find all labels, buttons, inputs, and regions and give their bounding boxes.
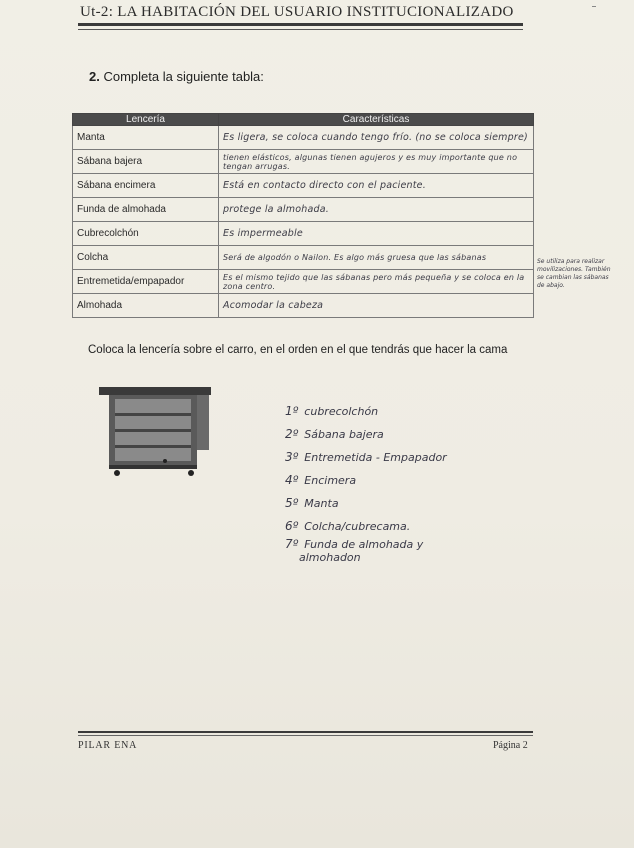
answer-cell: protege la almohada. [219, 198, 534, 222]
order-text: Manta [304, 497, 339, 510]
order-number: 7º [285, 537, 299, 551]
order-item [285, 492, 515, 515]
exercise-number: 2. [89, 69, 100, 84]
order-number: 6º [285, 519, 299, 533]
order-number: 2º [285, 427, 299, 441]
staple-mark [592, 6, 596, 7]
order-item [285, 446, 515, 469]
answer-cell: Acomodar la cabeza [219, 294, 534, 318]
order-text: Encimera [304, 474, 357, 487]
order-item [285, 469, 515, 492]
order-number: 3º [285, 450, 299, 464]
header-rule-thin [78, 29, 523, 30]
table-row [73, 246, 534, 270]
order-number: 5º [285, 496, 299, 510]
order-item [285, 400, 515, 423]
order-number: 4º [285, 473, 299, 487]
order-item [285, 515, 515, 538]
answer-cell: Es impermeable [219, 222, 534, 246]
table-row [73, 198, 534, 222]
answer-cell: Está en contacto directo con el paciente. [219, 174, 534, 198]
answer-cell: Es ligera, se coloca cuando tengo frío. (no se coloca siempre) [219, 126, 534, 150]
instruction-text: Coloca la lencería sobre el carro, en el orden en el que tendrás que hacer la cama [88, 344, 508, 356]
item-cell: Colcha [73, 246, 219, 270]
item-cell: Sábana bajera [73, 150, 219, 174]
table-row [73, 126, 534, 150]
linen-table [72, 113, 534, 318]
linen-cart-image [95, 383, 215, 478]
item-cell: Cubrecolchón [73, 222, 219, 246]
cart-icon [95, 383, 215, 478]
table-row [73, 294, 534, 318]
table-row [73, 174, 534, 198]
item-cell: Sábana encimera [73, 174, 219, 198]
table-row [73, 270, 534, 294]
order-text: Sábana bajera [304, 428, 384, 441]
header-rule [78, 23, 523, 26]
table-header-row [73, 114, 534, 126]
header-item: Lencería [73, 114, 219, 126]
order-number: 1º [285, 404, 299, 418]
order-text: Entremetida - Empapador [304, 451, 447, 464]
header-feature: Características [219, 114, 534, 126]
exercise-heading [89, 69, 264, 84]
item-cell: Funda de almohada [73, 198, 219, 222]
answer-cell: tienen elásticos, algunas tienen agujeros y es muy importante que no tengan arrugas. [219, 150, 534, 174]
answer-cell: Es el mismo tejido que las sábanas pero más pequeña y se coloca en la zona centro. [219, 270, 534, 294]
footer-author: PILAR ENA [78, 740, 138, 751]
footer-page-number: Página 2 [493, 740, 528, 751]
order-text: cubrecolchón [304, 405, 379, 418]
item-cell: Entremetida/empapador [73, 270, 219, 294]
order-text-continued: almohadon [299, 551, 361, 564]
order-item [285, 423, 515, 446]
item-cell: Manta [73, 126, 219, 150]
item-cell: Almohada [73, 294, 219, 318]
exercise-text: Completa la siguiente tabla: [103, 69, 264, 84]
order-item [285, 538, 515, 564]
unit-title: Ut-2: LA HABITACIÓN DEL USUARIO INSTITUCIONALIZADO [80, 4, 514, 20]
table-row [73, 222, 534, 246]
answer-cell: Será de algodón o Nailon. Es algo más gruesa que las sábanas [219, 246, 534, 270]
order-text: Funda de almohada y [304, 538, 424, 551]
footer-rule-thin [78, 735, 533, 736]
footer-rule [78, 731, 533, 733]
bedmaking-order-list [285, 400, 515, 564]
order-text: Colcha/cubrecama. [304, 520, 411, 533]
table-row [73, 150, 534, 174]
margin-note: Se utiliza para realizar movilizaciones. También se cambian las sábanas de abajo. [537, 258, 611, 289]
